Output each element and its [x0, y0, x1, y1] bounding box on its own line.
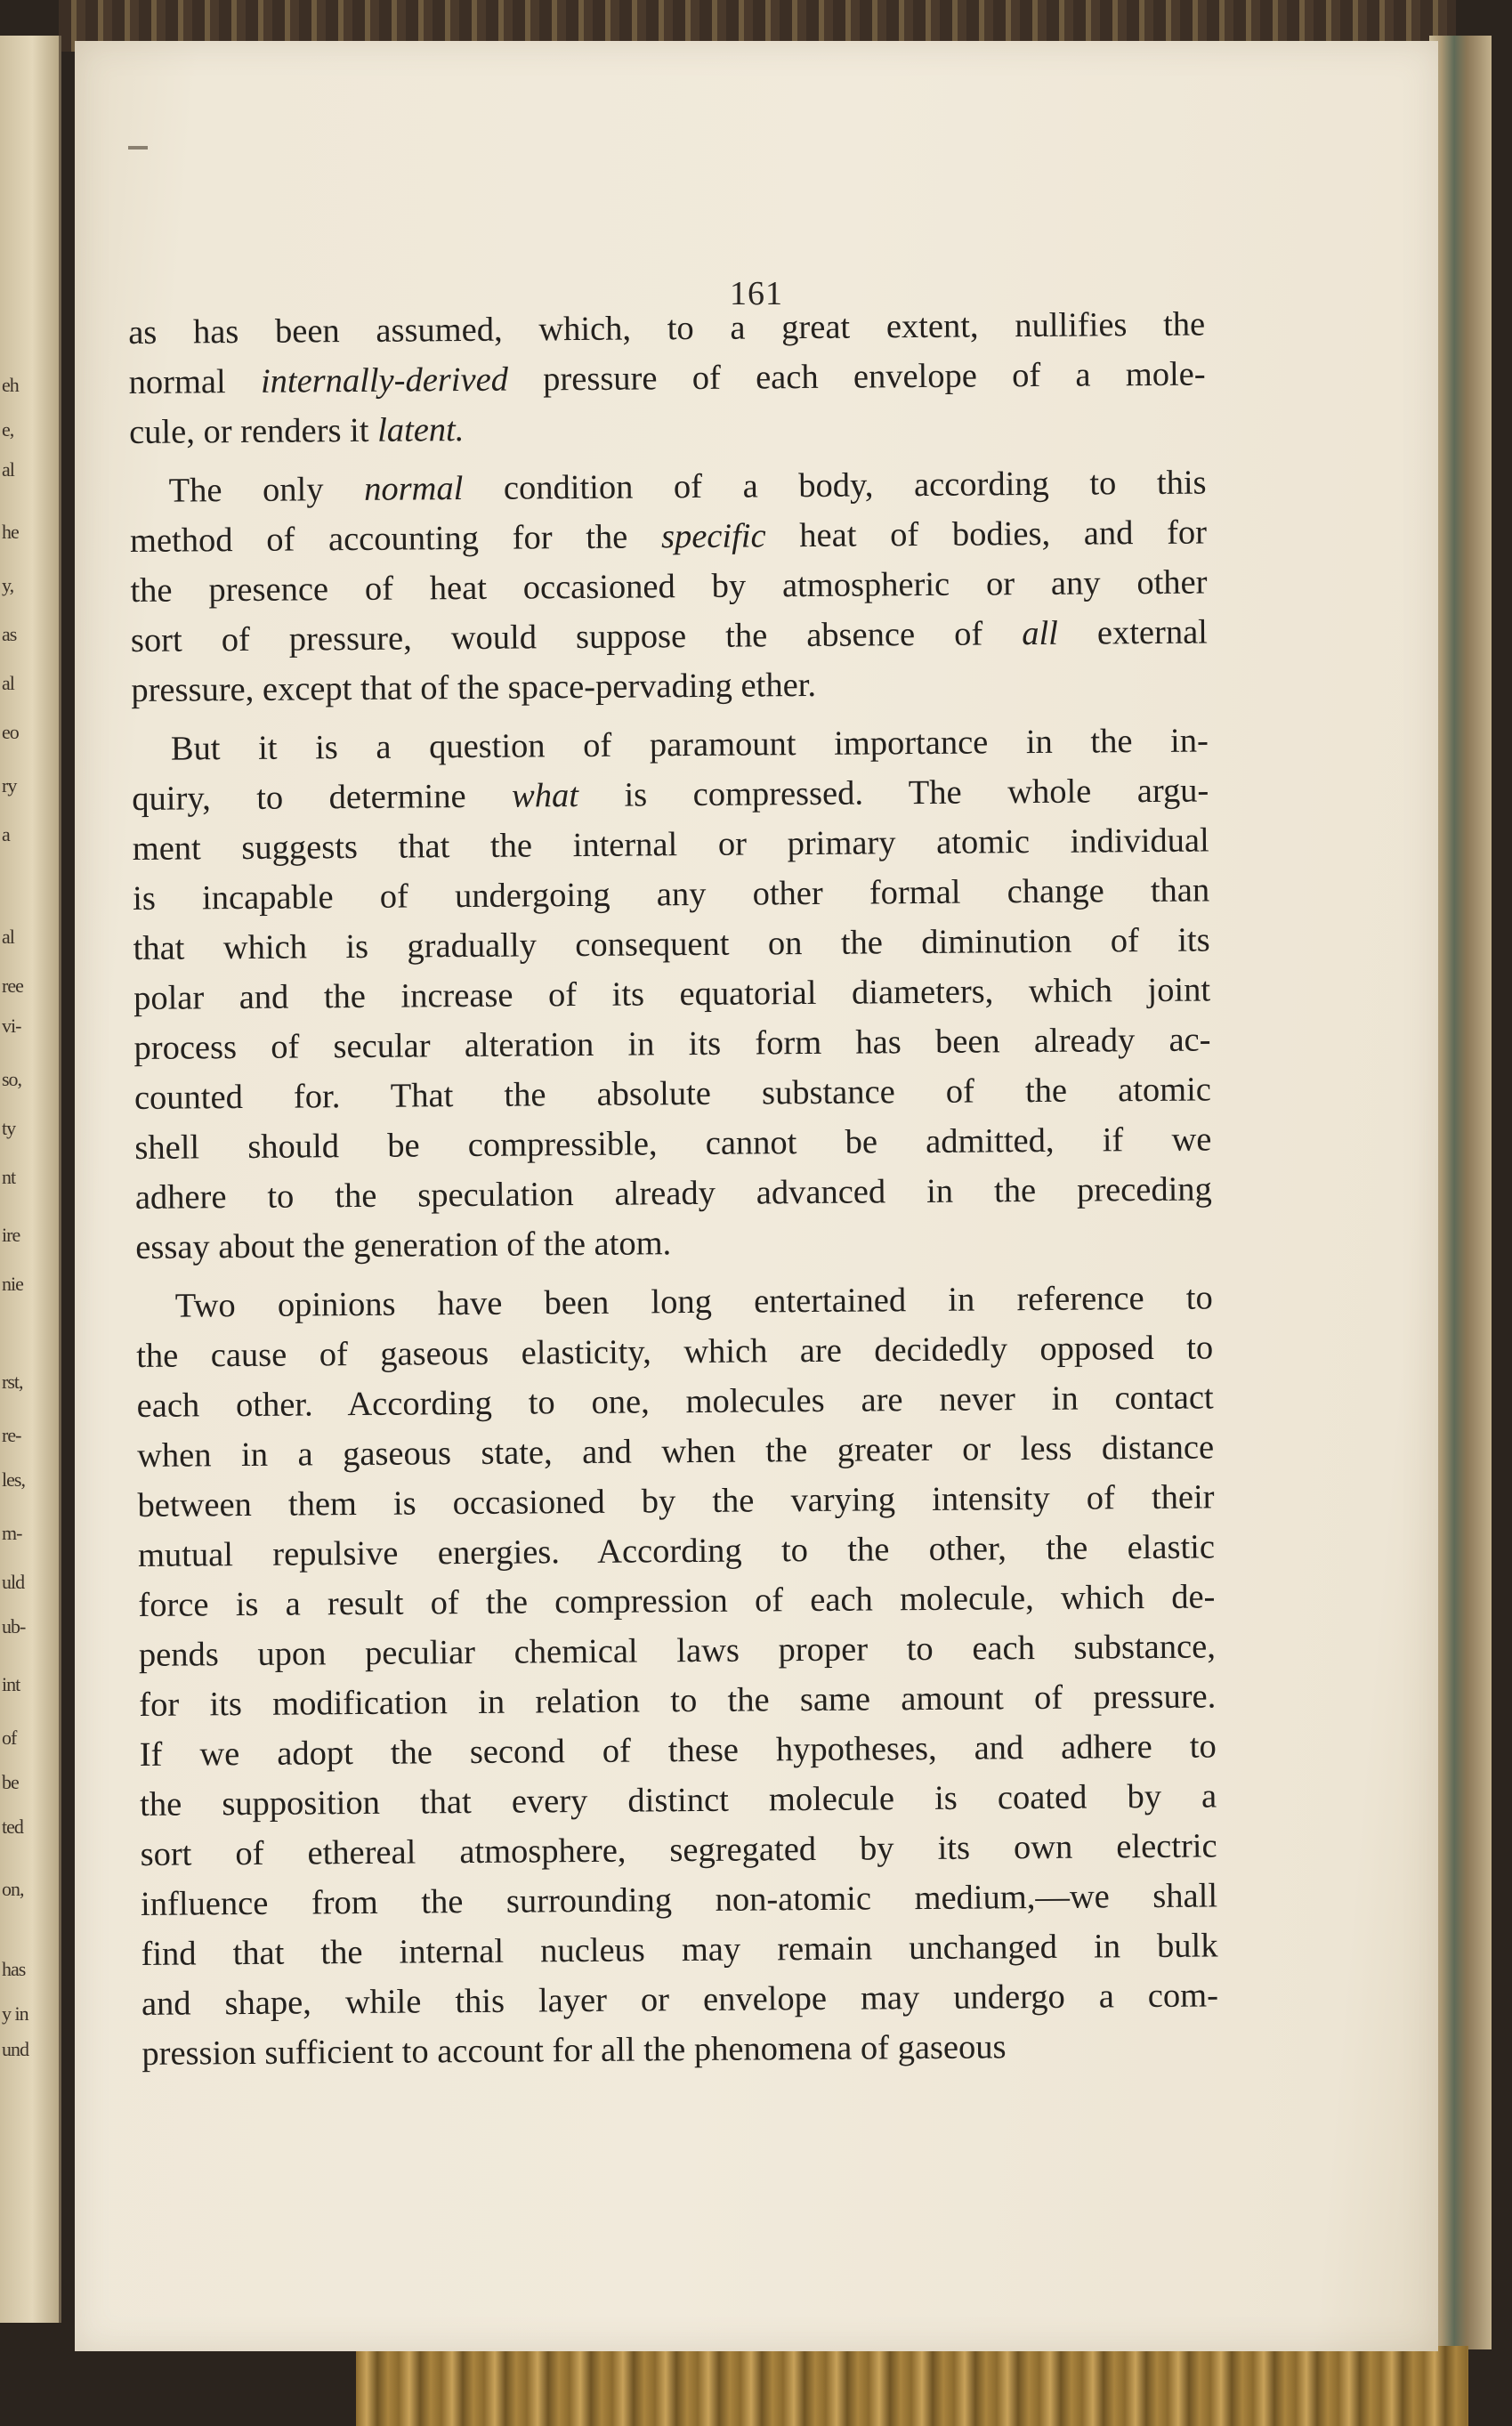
text-line — [140, 1771, 1217, 1830]
body-text — [128, 299, 1219, 2078]
text-line — [141, 2020, 1218, 2079]
text-line — [140, 1721, 1217, 1780]
text-run: between them is occasioned by the varying intensity of their — [137, 1478, 1215, 1524]
text-line — [139, 1621, 1216, 1680]
text-line — [134, 1114, 1211, 1173]
facing-page-fragment: y in — [2, 2002, 28, 2025]
facing-page-fragment: on, — [2, 1878, 24, 1900]
text-line — [141, 1871, 1217, 1929]
facing-page-fragment: und — [2, 2038, 28, 2060]
text-line — [141, 1970, 1218, 2029]
facing-page-fragment: as — [2, 623, 17, 645]
text-line — [133, 915, 1209, 974]
facing-page-fragment: les, — [2, 1468, 25, 1491]
text-run: pressure, except that of the space-pervading ether. — [131, 666, 817, 709]
italic-text: normal — [363, 470, 464, 508]
text-run: counted for. That the absolute substance of the atomic — [133, 1071, 1212, 1117]
facing-page-fragment: ry — [2, 774, 17, 797]
facing-page-fragment: nie — [2, 1273, 23, 1295]
facing-page-fragment: so, — [2, 1068, 22, 1090]
text-run: The only — [168, 470, 365, 510]
text-line — [133, 1015, 1210, 1073]
text-line — [132, 716, 1209, 774]
text-line — [136, 1273, 1213, 1331]
text-line — [134, 1064, 1211, 1123]
text-line — [129, 457, 1206, 516]
text-line — [131, 657, 1208, 716]
paragraph — [128, 299, 1206, 457]
facing-page-fragment: ty — [2, 1117, 16, 1139]
text-run: If we adopt the second of these hypotheses, and adhere to — [139, 1727, 1217, 1774]
text-run: when in a gaseous state, and when the greater or less distance — [136, 1428, 1215, 1475]
italic-text: what — [511, 777, 579, 815]
text-run: sort of ethereal atmosphere, segregated by its own electric — [140, 1827, 1217, 1873]
text-line — [138, 1572, 1215, 1630]
text-line — [139, 1671, 1216, 1730]
facing-page-fragment: eo — [2, 721, 19, 743]
facing-page-fragment: al — [2, 672, 14, 694]
facing-page-fragment: has — [2, 1958, 26, 1980]
facing-page-fragment: of — [2, 1727, 17, 1749]
text-line — [131, 607, 1208, 666]
facing-page-fragment: re- — [2, 1424, 21, 1446]
text-line — [136, 1372, 1213, 1431]
text-run: influence from the surrounding non-atomic medium,—we shall — [140, 1877, 1218, 1923]
facing-page-fragment: a — [2, 823, 10, 845]
text-line — [128, 299, 1205, 358]
text-run: is compressed. The whole argu- — [578, 772, 1209, 815]
right-page-fore-edge — [1429, 36, 1492, 2349]
text-line — [137, 1472, 1214, 1531]
text-run: condition of a body, according to this — [463, 464, 1207, 508]
text-run: pends upon peculiar chemical laws proper to each substance, — [138, 1628, 1217, 1674]
text-run: force is a result of the compression of each molecule, which de- — [138, 1578, 1216, 1624]
facing-page-fragment: rst, — [2, 1371, 23, 1393]
facing-page-fragment: he — [2, 521, 19, 543]
bottom-gilt-edge — [356, 2346, 1468, 2426]
text-run: each other. According to one, molecules are never in contact — [136, 1379, 1214, 1425]
text-run: cule, or renders it — [128, 411, 378, 451]
text-run: heat of bodies, and for — [765, 514, 1208, 555]
text-line — [129, 399, 1206, 457]
facing-page-fragment: nt — [2, 1166, 16, 1188]
text-line — [132, 765, 1209, 824]
text-run: pressure of each envelope of a mole- — [507, 355, 1206, 399]
facing-page-fragment: al — [2, 458, 14, 481]
text-run: polar and the increase of its equatorial diameters, which joint — [133, 971, 1211, 1017]
facing-page-fragment: m- — [2, 1522, 22, 1544]
text-run: Two opinions have been long entertained in reference to — [174, 1279, 1213, 1325]
margin-mark — [128, 146, 148, 150]
text-run: But it is a question of paramount importance in the in- — [170, 722, 1209, 768]
paragraph — [136, 1273, 1219, 2078]
facing-page-fragment: int — [2, 1673, 20, 1695]
text-run: external — [1057, 613, 1209, 652]
text-run: the cause of gaseous elasticity, which are decidedly opposed to — [136, 1329, 1214, 1375]
facing-page-fragment: be — [2, 1771, 19, 1793]
text-run: is incapable of undergoing any other formal change than — [133, 871, 1210, 918]
text-run: that which is gradually consequent on the diminution of its — [133, 921, 1210, 967]
page-number: 161 — [730, 275, 783, 312]
facing-page-fragment: ted — [2, 1815, 23, 1838]
text-line — [136, 1322, 1213, 1381]
text-run: process of secular alteration in its form has been already ac- — [133, 1021, 1211, 1067]
facing-page-fragment: vi- — [2, 1015, 21, 1037]
text-run: for its modification in relation to the same amount of pressure. — [139, 1678, 1217, 1724]
text-run: the presence of heat occasioned by atmospheric or any other — [130, 563, 1208, 610]
facing-page-fragment: ree — [2, 974, 23, 997]
text-run: quiry, to determine — [132, 777, 513, 818]
text-line — [137, 1422, 1214, 1481]
italic-text: internally-derived — [260, 360, 509, 400]
text-line — [130, 507, 1207, 566]
text-run: method of accounting for the — [129, 518, 662, 560]
text-line — [140, 1821, 1217, 1880]
facing-page-fragment: y, — [2, 574, 14, 596]
text-line — [133, 815, 1209, 874]
text-run: and shape, while this layer or envelope may undergo a com- — [141, 1977, 1219, 2023]
text-line — [133, 865, 1209, 924]
text-run: mutual repulsive energies. According to the other, the elastic — [137, 1528, 1216, 1574]
italic-text: all — [1022, 614, 1059, 653]
text-line — [135, 1164, 1212, 1223]
paragraph — [132, 716, 1213, 1272]
text-run: adhere to the speculation already advanced in the preceding — [134, 1170, 1212, 1217]
text-run: shell should be compressible, cannot be admitted, if we — [134, 1120, 1212, 1167]
italic-text: specific — [660, 517, 766, 556]
text-run: the supposition that every distinct molecule is coated by a — [140, 1777, 1217, 1824]
facing-page-fragment: e, — [2, 418, 14, 441]
text-run: pression sufficient to account for all the phenomena of gaseous — [141, 2028, 1007, 2073]
facing-page-fragment: ire — [2, 1224, 20, 1246]
text-run: ment suggests that the internal or primary atomic individual — [132, 821, 1209, 868]
text-line — [135, 1214, 1212, 1273]
text-line — [138, 1522, 1215, 1581]
text-line — [130, 557, 1207, 616]
facing-page-fragment: al — [2, 926, 14, 948]
facing-page-fragment: eh — [2, 374, 19, 396]
text-run: normal — [128, 362, 262, 401]
text-line — [141, 1921, 1217, 1979]
text-run: sort of pressure, would suppose the absence of — [130, 615, 1023, 659]
text-line — [133, 965, 1210, 1023]
facing-page-fragment: ub- — [2, 1615, 26, 1638]
paragraph — [129, 457, 1208, 715]
italic-text: latent. — [376, 411, 465, 449]
facing-page-fragment: uld — [2, 1571, 25, 1593]
text-run: find that the internal nucleus may remain unchanged in bulk — [141, 1927, 1218, 1973]
text-line — [128, 349, 1205, 408]
text-run: as has been assumed, which, to a great extent, nullifies the — [128, 305, 1206, 352]
text-run: essay about the generation of the atom. — [135, 1225, 672, 1266]
